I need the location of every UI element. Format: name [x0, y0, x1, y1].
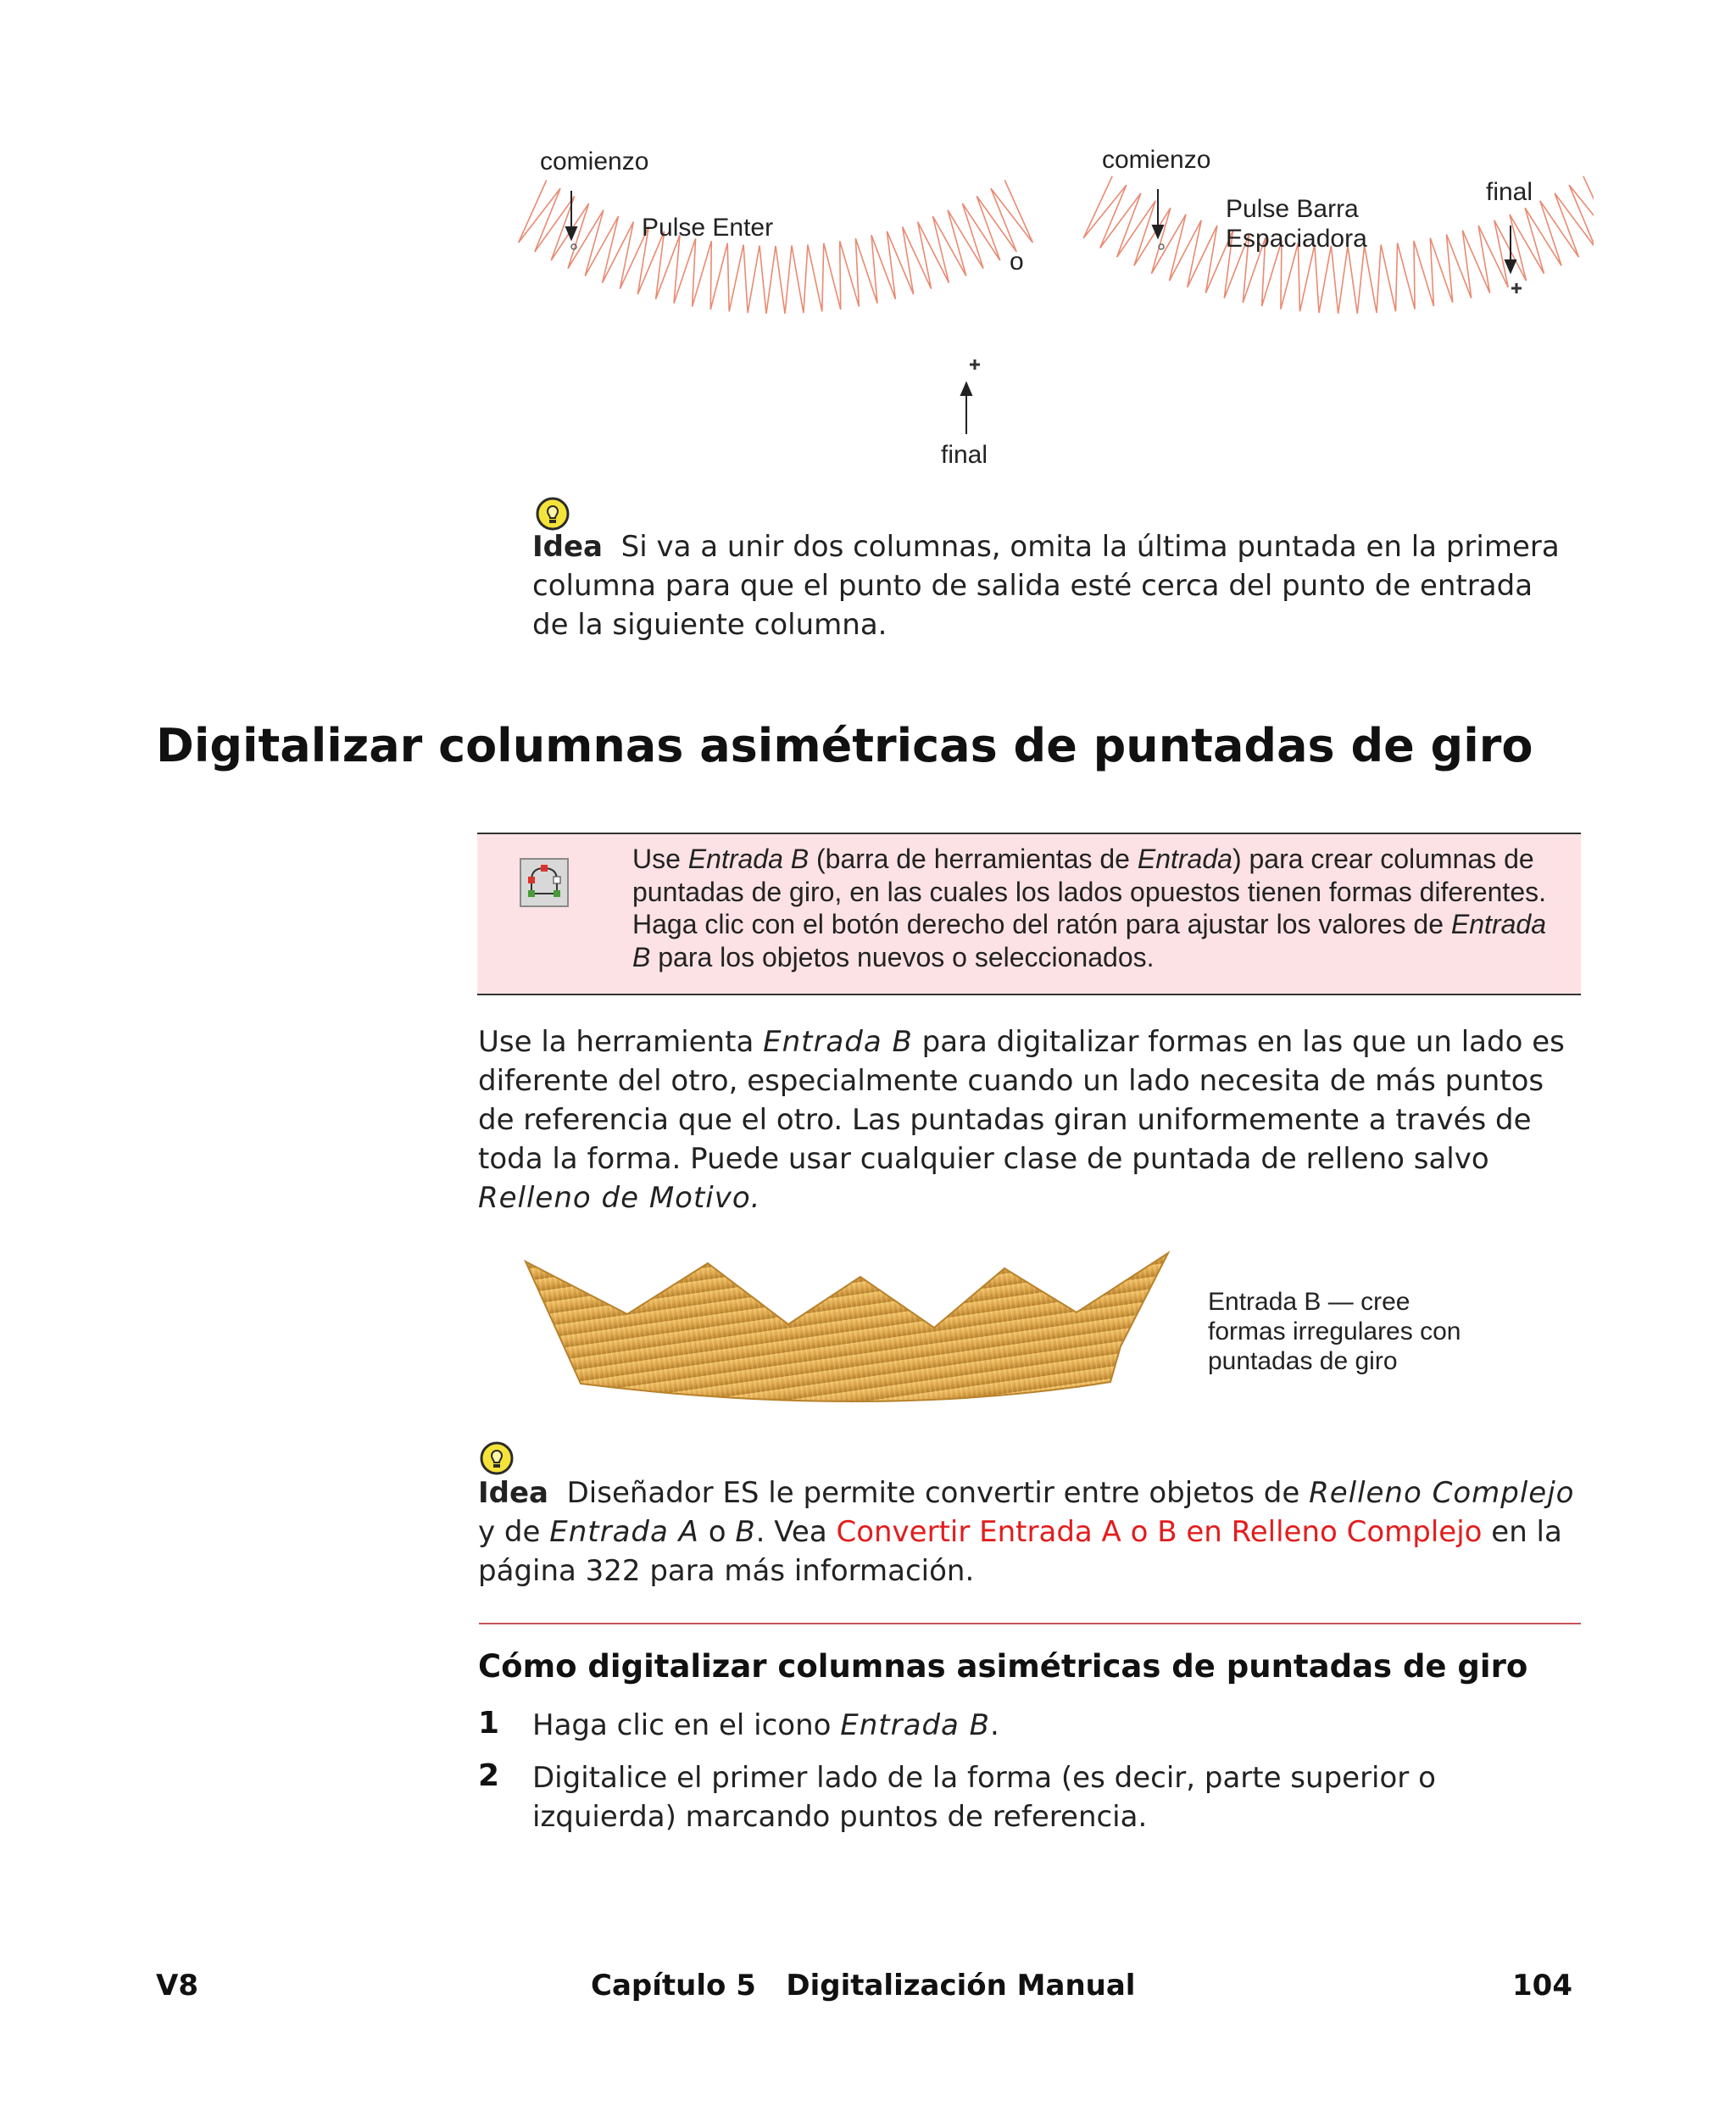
cross-reference-link[interactable]: Convertir Entrada A o B en Relleno Complejo: [836, 1515, 1483, 1549]
left-end-cross: [970, 359, 980, 370]
section-divider: [479, 1623, 1581, 1624]
crown-caption-line-2: formas irregulares con: [1208, 1318, 1461, 1345]
step-number: 1: [478, 1706, 500, 1741]
paragraph-text-3: para digitalizar formas en las que un lado es diferente del otro, especialmente cuando un lado necesita de más puntos de referencia que el otro. Las puntadas giran uniformemente a través de toda la forma. Puede usar cualquier clase de puntada de relleno salvo: [478, 1025, 1565, 1176]
crown-caption-line-1: Entrada B — cree: [1208, 1288, 1410, 1316]
section-title: Digitalizar columnas asimétricas de puntadas de giro: [156, 719, 1533, 772]
left-stitch-column: [519, 181, 1033, 314]
right-action-label-1: Pulse Barra: [1226, 195, 1359, 223]
paragraph-entrada-b: Entrada B: [763, 1025, 913, 1059]
step-1-period: .: [990, 1708, 999, 1742]
idea-2-b: B: [735, 1515, 756, 1549]
stitch-diagram-svg: [492, 136, 1594, 492]
idea-2-entrada-a: Entrada A: [549, 1515, 699, 1549]
crown-embroidery-image: [517, 1246, 1178, 1424]
tool-text-entrada: Entrada: [1137, 844, 1232, 874]
step-number: 2: [478, 1758, 500, 1793]
tool-box-text: [632, 843, 1565, 973]
lightbulb-icon: [480, 1441, 514, 1475]
crown-caption: [1208, 1287, 1461, 1376]
idea-2-text-8: en la página 322 para más información.: [478, 1515, 1562, 1588]
tool-text-1: Use: [632, 844, 688, 874]
tool-text-entrada-b-2: Entrada B: [632, 909, 1546, 972]
left-start-label: comienzo: [540, 148, 649, 175]
tool-text-5: ) para crear columnas de puntadas de giro, en las cuales los lados opuestos tienen formas diferentes. Haga clic con el botón derecho del ratón para ajustar los valores de: [632, 844, 1546, 939]
stitch-line: [519, 181, 1033, 314]
entrada-b-tool-icon[interactable]: [520, 858, 569, 907]
tool-text-7: para los objetos nuevos o seleccionados.: [650, 941, 1155, 972]
footer-page-number: 104: [1512, 1969, 1572, 2003]
footer-chapter-text: Capítulo 5 Digitalización Manual: [591, 1969, 1136, 2003]
right-start-arrow: [1153, 189, 1163, 237]
idea-2-relleno-complejo: Relleno Complejo: [1309, 1476, 1575, 1510]
idea-1-body: Si va a unir dos columnas, omita la última puntada en la primera columna para que el punto de salida esté cerca del punto de entrada de la siguiente columna.: [532, 530, 1560, 642]
step-1-entrada-b: Entrada B: [840, 1708, 990, 1742]
idea-2-text-7: . Vea: [755, 1515, 837, 1549]
idea-2-text: [478, 1474, 1583, 1591]
idea-2-text-1: Diseñador ES le permite convertir entre objetos de: [566, 1476, 1310, 1510]
entrada-b-shape-icon: [521, 860, 567, 905]
intro-paragraph: [478, 1022, 1582, 1217]
tool-info-box: [477, 833, 1581, 995]
right-end-cross: [1511, 283, 1522, 293]
idea-2-text-5: o: [698, 1515, 736, 1549]
left-end-arrow: [961, 383, 971, 434]
idea-1-text: [532, 527, 1577, 644]
right-start-label: comienzo: [1102, 146, 1211, 174]
idea-2-text-3: y de: [478, 1515, 550, 1549]
diagram-separator: o: [1010, 248, 1024, 276]
idea-2-heading: Idea: [478, 1476, 548, 1510]
step-text: Digitalice el primer lado de la forma (es decir, parte superior o izquierda) marcando puntos de referencia.: [532, 1761, 1436, 1834]
crown-figure: [517, 1246, 1178, 1424]
lightbulb-icon: [536, 497, 570, 531]
tool-text-3: (barra de herramientas de: [809, 844, 1138, 874]
paragraph-relleno-motivo: Relleno de Motivo.: [478, 1181, 761, 1215]
stitch-diagram: [492, 136, 1594, 492]
left-action-label: Pulse Enter: [642, 214, 774, 242]
paragraph-text-1: Use la herramienta: [478, 1025, 764, 1059]
footer-chapter: [591, 1969, 1135, 2003]
subsection-title: Cómo digitalizar columnas asimétricas de puntadas de giro: [478, 1648, 1528, 1685]
right-end-label: final: [1486, 178, 1533, 206]
step-text: [532, 1706, 1583, 1745]
footer-version: V8: [156, 1969, 198, 2003]
crown-caption-line-3: puntadas de giro: [1208, 1347, 1398, 1375]
right-action-label-2: Espaciadora: [1226, 225, 1367, 253]
step-1-text: Haga clic en el icono: [532, 1708, 841, 1742]
idea-1-heading: Idea: [532, 530, 603, 564]
left-end-label: final: [941, 441, 988, 469]
tool-text-entrada-b: Entrada B: [687, 844, 810, 874]
